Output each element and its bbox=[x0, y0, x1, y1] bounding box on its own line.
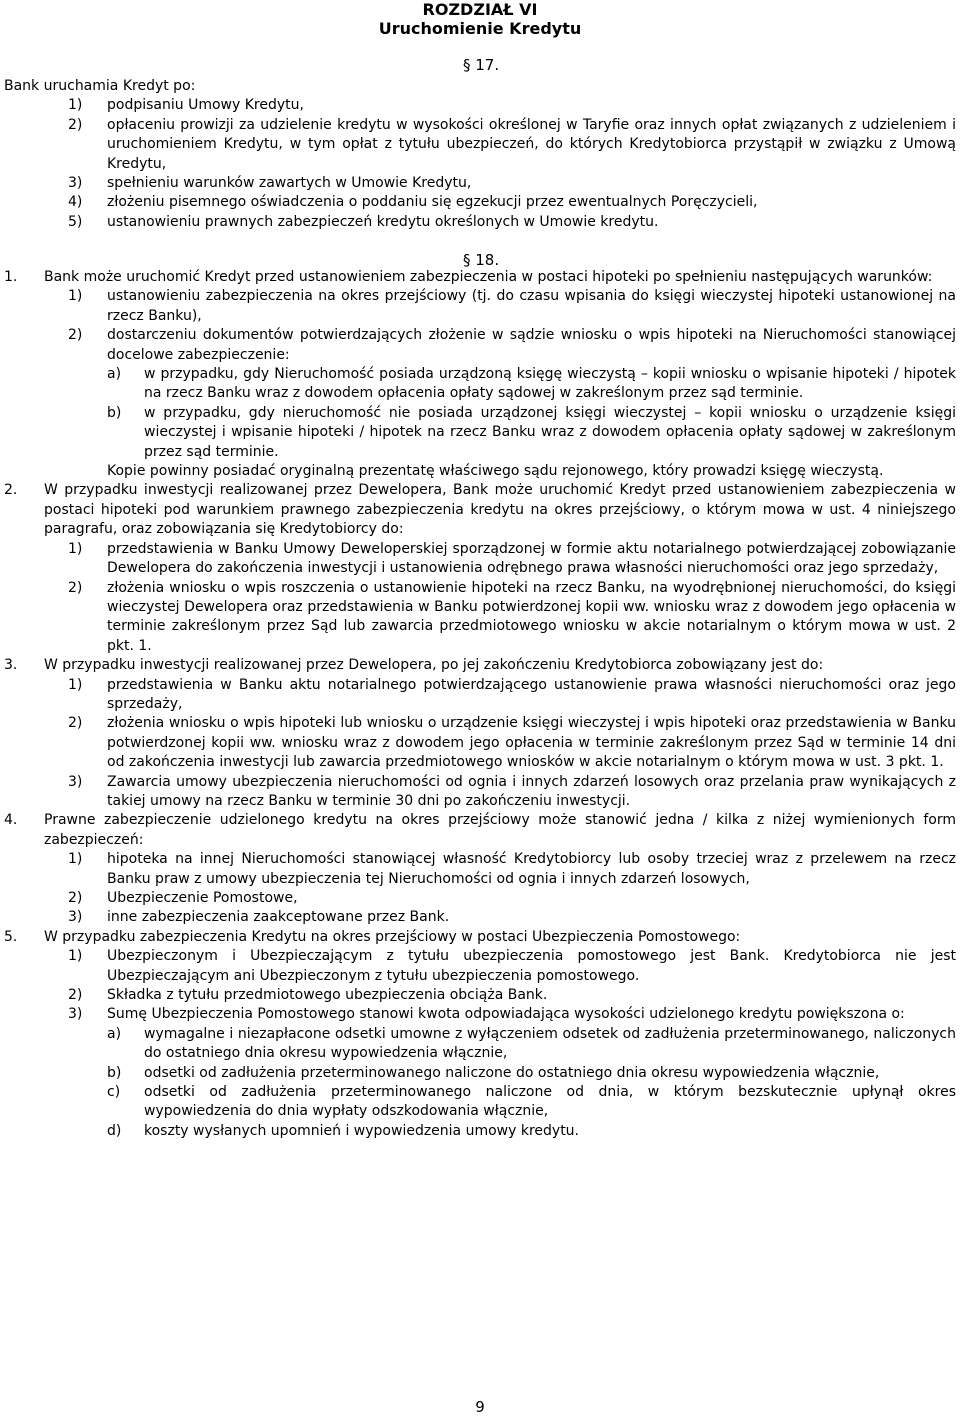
list-item: 1) hipoteka na innej Nieruchomości stanowiącej własność Kredytobiorcy lub osoby trzeciej wraz z przelewem na rzecz Banku praw z umowy ubezpieczenia tej Nieruchomości od ognia i innych zdarzeń losowych, bbox=[68, 851, 956, 887]
paragraph-1: 1. Bank może uruchomić Kredyt przed ustanowieniem zabezpieczenia w postaci hipoteki po spełnieniu następujących warunków: bbox=[4, 269, 933, 285]
list-subitem: a) w przypadku, gdy Nieruchomość posiada urządzoną księgę wieczystą – kopii wniosku o wpisanie hipoteki / hipotek na rzecz Banku wraz z dowodem opłacenia opłaty sądowej w zakreślonym przez sąd terminie. bbox=[107, 366, 956, 402]
list-item: 2) złożenia wniosku o wpis roszczenia o ustanowienie hipoteki na rzecz Banku, na wyodrębnionej nieruchomości, do księgi wieczystej Dewelopera oraz przedstawienia w Banku potwierdzonej kopii ww. wniosku wraz z dowodem jego opłacenia w terminie zakreślonym przez Sąd lub zawarcia przedmiotowego wniosku w akcie notarialnym o którym mowa w ust. 2 pkt. 1. bbox=[68, 579, 956, 654]
list-subitem: b) w przypadku, gdy nieruchomość nie posiada urządzonej księgi wieczystej – kopii wniosku o urządzenie księgi wieczystej i wpisanie hipoteki / hipotek na rzecz Banku wraz z dowodem opłacenia opłaty sądowej w zakreślonym przez sąd terminie. bbox=[107, 404, 956, 460]
list-item: 3) Zawarcia umowy ubezpieczenia nieruchomości od ognia i innych zdarzeń losowych oraz przelania praw wynikających z takiej umowy na rzecz Banku w terminie 30 dni po zakończeniu inwestycji. bbox=[68, 773, 956, 809]
page-number: 9 bbox=[475, 1398, 485, 1416]
section-18-label: § 18. bbox=[463, 251, 500, 269]
section-18 bbox=[4, 268, 956, 1141]
paragraph-1-note: Kopie powinny posiadać oryginalną prezentatę właściwego sądu rejonowego, który prowadzi księgę wieczystą. bbox=[107, 463, 884, 480]
section-17 bbox=[4, 77, 956, 232]
list-item: 5) ustanowieniu prawnych zabezpieczeń kredytu określonych w Umowie kredytu. bbox=[68, 213, 659, 230]
chapter-title: Uruchomienie Kredytu bbox=[378, 19, 582, 38]
chapter-heading: ROZDZIAŁ VI bbox=[422, 0, 538, 19]
paragraph-4: 4. Prawne zabezpieczenie udzielonego kredytu na okres przejściowy może stanowić jedna / kilka z niżej wymienionych form zabezpieczeń: bbox=[4, 812, 956, 848]
list-item: 3) spełnieniu warunków zawartych w Umowie Kredytu, bbox=[68, 175, 472, 192]
list-item: 2) dostarczeniu dokumentów potwierdzających złożenie w sądzie wniosku o wpis hipoteki na Nieruchomości stanowiącej docelowe zabezpieczenie: bbox=[68, 327, 956, 363]
list-item: 1) ustanowieniu zabezpieczenia na okres przejściowy (tj. do czasu wpisania do księgi wieczystej hipoteki ustanowionej na rzecz Banku), bbox=[68, 288, 956, 324]
paragraph-5: 5. W przypadku zabezpieczenia Kredytu na okres przejściowy w postaci Ubezpieczenia Pomostowego: bbox=[4, 928, 741, 945]
list-item: 4) złożeniu pisemnego oświadczenia o poddaniu się egzekucji przez ewentualnych Poręczycieli, bbox=[68, 194, 758, 211]
list-subitem: c) odsetki od zadłużenia przeterminowanego naliczone od dnia, w którym bezskutecznie upłynął okres wypowiedzenia do dnia wypłaty odszkodowania włącznie, bbox=[107, 1084, 956, 1120]
list-item: 2) złożenia wniosku o wpis hipoteki lub wniosku o urządzenie księgi wieczystej i wpis hipoteki oraz przedstawienia w Banku potwierdzonej kopii ww. wniosku wraz z dowodem jego opłacenia w terminie zakreślonym przez Sąd w terminie 14 dni od zakończenia inwestycji lub zawarcia przedmiotowego wniosków w akcie notarialnym o którym mowa w ust. 3 pkt. 1. bbox=[68, 715, 956, 771]
list-subitem: d) koszty wysłanych upomnień i wypowiedzenia umowy kredytu. bbox=[107, 1122, 580, 1139]
list-item: 3) Sumę Ubezpieczenia Pomostowego stanowi kwota odpowiadająca wysokości udzielonego kredytu powiększona o: bbox=[68, 1006, 905, 1023]
list-item: 1) Ubezpieczonym i Ubezpieczającym z tytułu ubezpieczenia pomostowego jest Bank. Kredytobiorca nie jest Ubezpieczającym ani Ubezpieczonym z tytułu ubezpieczenia pomostowego. bbox=[68, 948, 956, 984]
section-17-label: § 17. bbox=[463, 56, 500, 74]
list-subitem: b) odsetki od zadłużenia przeterminowanego naliczone do ostatniego dnia okresu wypowiedzenia włącznie, bbox=[107, 1064, 880, 1081]
list-item: 1) przedstawienia w Banku Umowy Deweloperskiej sporządzonej w formie aktu notarialnego potwierdzającej zobowiązanie Dewelopera do zakończenia inwestycji i ustanowienia odrębnego prawa własności nieruchomości oraz jego sprzedaży, bbox=[68, 540, 956, 577]
paragraph-3: 3. W przypadku inwestycji realizowanej przez Dewelopera, po jej zakończeniu Kredytobiorca zobowiązany jest do: bbox=[4, 657, 824, 674]
list-subitem: a) wymagalne i niezapłacone odsetki umowne z wyłączeniem odsetek od zadłużenia przeterminowanego, naliczonych do ostatniego dnia okresu wypowiedzenia włącznie, bbox=[107, 1025, 956, 1062]
list-item: 2) Składka z tytułu przedmiotowego ubezpieczenia obciąża Bank. bbox=[68, 987, 548, 1004]
list-item: 3) inne zabezpieczenia zaakceptowane przez Bank. bbox=[68, 909, 450, 926]
paragraph-2: 2. W przypadku inwestycji realizowanej przez Dewelopera, Bank może uruchomić Kredyt przed ustanowieniem zabezpieczenia w postaci hipoteki pod warunkiem prawnego zabezpieczenia kredytu na okres przejściowy, o którym mowa w ust. 4 niniejszego paragrafu, oraz zobowiązania się Kredytobiorcy do: bbox=[4, 482, 956, 538]
section-17-intro: Bank uruchamia Kredyt po: bbox=[4, 78, 196, 94]
list-item: 2) opłaceniu prowizji za udzielenie kredytu w wysokości określonej w Taryfie oraz innych opłat związanych z udzieleniem i uruchomieniem Kredytu, w tym opłat z tytułu ubezpieczeń, do których Kredytobiorca przystąpił w związku z Umową Kredytu, bbox=[68, 116, 956, 172]
list-item: 1) przedstawienia w Banku aktu notarialnego potwierdzającego ustanowienie prawa własności nieruchomości oraz jego sprzedaży, bbox=[68, 676, 956, 712]
list-item: 1) podpisaniu Umowy Kredytu, bbox=[68, 97, 304, 114]
list-item: 2) Ubezpieczenie Pomostowe, bbox=[68, 890, 298, 906]
